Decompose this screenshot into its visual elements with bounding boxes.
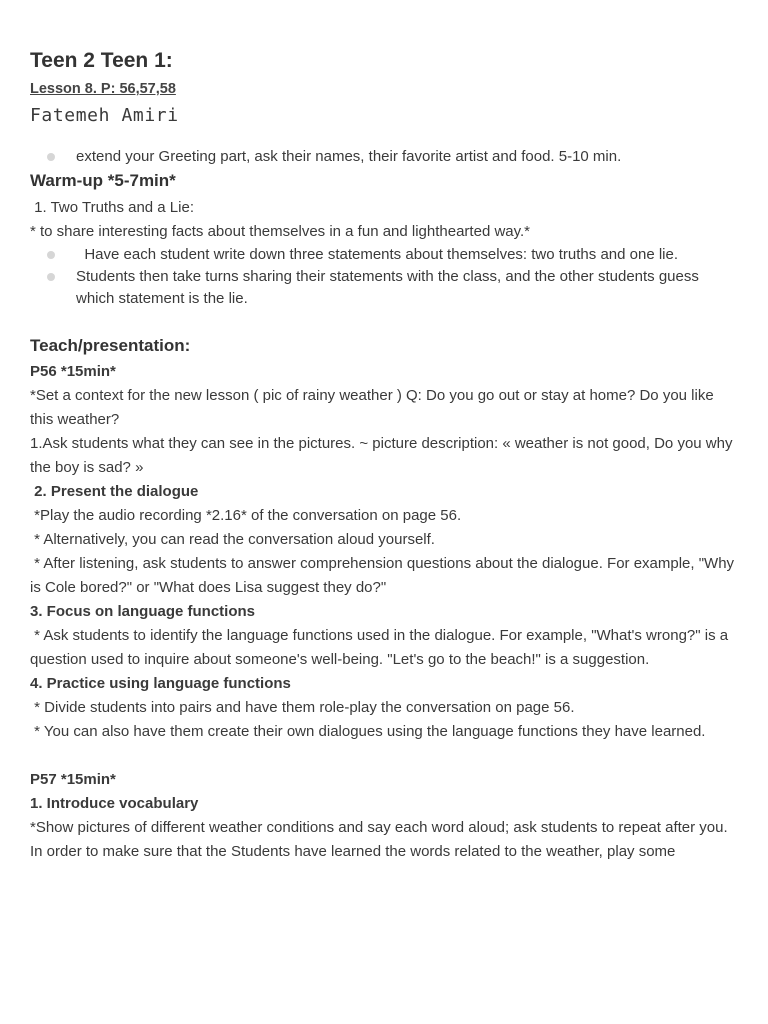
step3-heading: 3. Focus on language functions [30, 603, 256, 620]
step4-heading: 4. Practice using language functions [30, 675, 291, 692]
document-title: Teen 2 Teen 1: [30, 49, 173, 72]
p57-step1-heading: 1. Introduce vocabulary [30, 795, 199, 812]
bullet-icon [47, 153, 55, 161]
teach-heading: Teach/presentation: [30, 336, 191, 355]
warmup-bullets [30, 244, 738, 310]
step2-line: * Alternatively, you can read the conversation aloud yourself. [30, 531, 435, 548]
warmup-bullet-text: Students then take turns sharing their statements with the class, and the other students guess which statement is the lie. [76, 268, 699, 307]
spacer [30, 310, 738, 332]
step2-line: * After listening, ask students to answer comprehension questions about the dialogue. For example, "Why is Cole bored?" or "What does Lisa suggest they do?" [30, 555, 739, 596]
context-paragraph: *Set a context for the new lesson ( pic of rainy weather ) Q: Do you go out or stay at home? Do you like this weather? [30, 387, 714, 428]
p57-step1-line: *Show pictures of different weather conditions and say each word aloud; ask students to repeat after you. [30, 819, 728, 836]
warmup-item: 1. Two Truths and a Lie: [30, 199, 194, 216]
step3-line: * Ask students to identify the language functions used in the dialogue. For example, "What's wrong?" is a question used to inquire about someone's well-being. "Let's go to the beach!" is a suggestion. [30, 627, 733, 668]
list-item [30, 244, 738, 266]
p56-heading: P56 *15min* [30, 363, 116, 380]
list-item [30, 266, 738, 310]
p57-heading: P57 *15min* [30, 771, 116, 788]
lesson-reference: Lesson 8. P: 56,57,58 [30, 81, 176, 97]
step4-line: * Divide students into pairs and have them role-play the conversation on page 56. [30, 699, 575, 716]
spacer [30, 744, 738, 768]
step1-paragraph: 1.Ask students what they can see in the pictures. ~ picture description: « weather is not good, Do you why the boy is sad? » [30, 435, 733, 476]
p57-step1-line: In order to make sure that the Students have learned the words related to the weather, play some [30, 843, 676, 860]
warmup-note: * to share interesting facts about themselves in a fun and lighthearted way.* [30, 223, 531, 240]
bullet-icon [47, 273, 55, 281]
intro-bullet-text: extend your Greeting part, ask their names, their favorite artist and food. 5-10 min. [76, 148, 622, 165]
author-name: Fatemeh Amiri [30, 105, 179, 126]
warmup-bullet-text: Have each student write down three statements about themselves: two truths and one lie. [76, 246, 679, 263]
step2-line: *Play the audio recording *2.16* of the conversation on page 56. [30, 507, 462, 524]
step4-line: * You can also have them create their own dialogues using the language functions they have learned. [30, 723, 706, 740]
intro-list [30, 146, 738, 168]
list-item [30, 146, 738, 168]
step2-heading: 2. Present the dialogue [30, 483, 199, 500]
bullet-icon [47, 251, 55, 259]
warmup-heading: Warm-up *5-7min* [30, 171, 176, 190]
